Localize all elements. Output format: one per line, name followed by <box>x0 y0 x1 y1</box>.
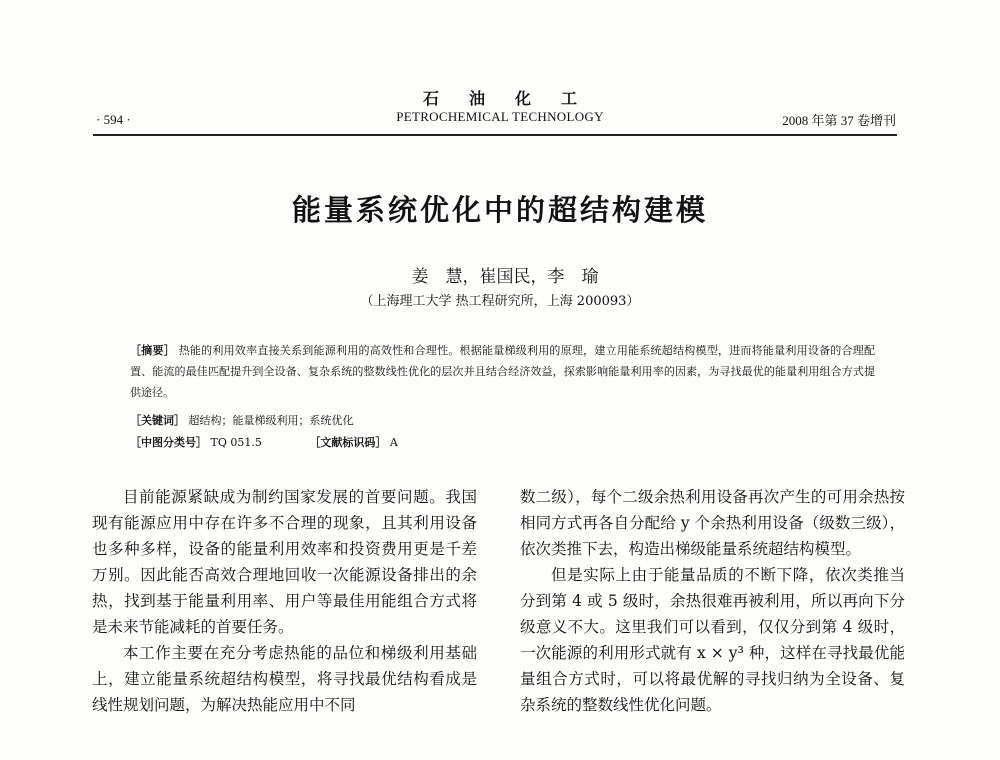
body-paragraph: 本工作主要在充分考虑热能的品位和梯级利用基础上，建立能量系统超结构模型，将寻找最优结构看成是线性规划问题，为解决热能应用中不同 <box>92 644 477 714</box>
abstract-text: 热能的利用效率直接关系到能源利用的高效性和合理性。根据能量梯级利用的原理，建立用能系统超结构模型，进而将能量利用设备的合理配置、能流的最佳匹配提升到全设备、复杂系统的整数线性优化的层次并且结合经济效益，探索影响能量利用率的因素，为寻找最优的能量利用组合方式提供途径。 <box>130 344 876 399</box>
body-paragraph: 但是实际上由于能量品质的不断下降，依次类推当分到第 4 或 5 级时，余热很难再被利用，所以再向下分级意义不大。这里我们可以看到，仅仅分到第 4 级时，一次能源的利用形式就有 x × y³ 种，这样在寻找最优能量组合方式时，可以将最优解的寻找归纳为全设备、复杂系统的整数线性优化问题。 <box>520 566 905 714</box>
classification <box>130 434 875 450</box>
authors: 姜 慧，崔国民，李 瑜 <box>411 267 599 287</box>
body-column-left <box>92 484 477 718</box>
keywords-label: ［关键词］ <box>130 414 185 427</box>
doc-code-value: A <box>389 436 398 449</box>
abstract-label: ［摘要］ <box>130 344 175 357</box>
body-column-right <box>520 484 905 718</box>
journal-title-cn: 石油化工 <box>422 89 607 108</box>
journal-title-en: PETROCHEMICAL TECHNOLOGY <box>396 109 604 124</box>
clc-value: TQ 051.5 <box>210 436 262 449</box>
clc-label: ［中图分类号］ <box>130 436 207 449</box>
doc-code-label: ［文献标识码］ <box>309 436 387 449</box>
body-paragraph: 数二级），每个二级余热利用设备再次产生的可用余热按相同方式再各自分配给 y 个余热利用设备（级数三级），依次类推下去，构造出梯级能量系统超结构模型。 <box>520 488 905 558</box>
header-rule <box>93 134 897 136</box>
issue-info: 2008 年第 37 卷增刊 <box>782 113 896 128</box>
keywords <box>130 412 875 428</box>
abstract <box>130 340 875 403</box>
body-paragraph: 目前能源紧缺成为制约国家发展的首要问题。我国现有能源应用中存在许多不合理的现象，且其利用设备也多种多样，设备的能量利用效率和投资费用更是千差万别。因此能否高效合理地回收一次能源设备排出的余热，找到基于能量利用率、用户等最佳用能组合方式将是未来节能减耗的首要任务。 <box>92 488 477 636</box>
affiliation: （上海理工大学 热工程研究所，上海 200093） <box>360 294 640 309</box>
article-title: 能量系统优化中的超结构建模 <box>291 193 708 227</box>
page-number: · 594 · <box>96 112 131 127</box>
keywords-text: 超结构；能量梯级利用；系统优化 <box>188 414 354 427</box>
